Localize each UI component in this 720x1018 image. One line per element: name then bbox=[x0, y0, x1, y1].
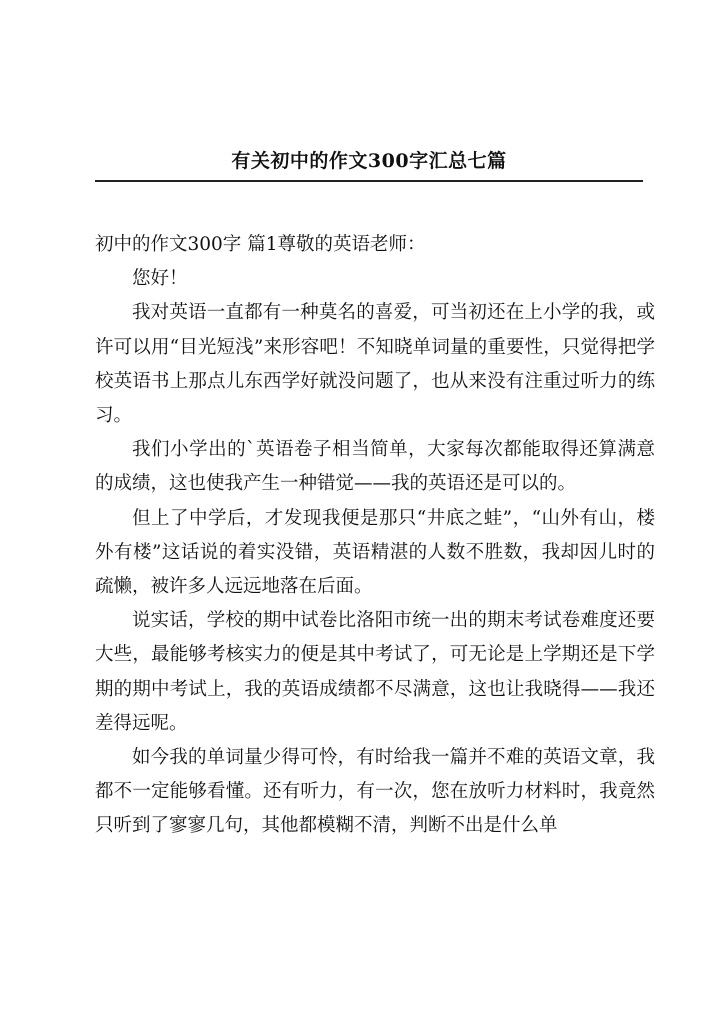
document-title: 有关初中的作文300字汇总七篇 bbox=[231, 150, 507, 172]
document-body bbox=[95, 228, 655, 844]
paragraph-greeting: 您好！ bbox=[132, 268, 188, 290]
paragraph-heading: 初中的作文300字 篇1尊敬的英语老师： bbox=[95, 234, 426, 255]
title-divider bbox=[95, 180, 643, 182]
paragraph: 但上了中学后，才发现我便是那只“井底之蛙”，“山外有山，楼外有楼”这话说的着实没错，英语精湛的人数不胜数，我却因儿时的疏懒，被许多人远远地落在后面。 bbox=[95, 507, 655, 598]
paragraph: 如今我的单词量少得可怜，有时给我一篇并不难的英语文章，我都不一定能够看懂。还有听力，有一次，您在放听力材料时，我竟然只听到了寥寥几句，其他都模糊不清，判断不出是什么单 bbox=[95, 747, 655, 837]
paragraph: 我对英语一直都有一种莫名的喜爱，可当初还在上小学的我，或许可以用“目光短浅”来形容吧！不知晓单词量的重要性，只觉得把学校英语书上那点儿东西学好就没问题了，也从来没有注重过听力的练习。 bbox=[95, 302, 655, 427]
paragraph: 我们小学出的`英语卷子相当简单，大家每次都能取得还算满意的成绩，这也使我产生一种错觉——我的英语还是可以的。 bbox=[95, 439, 655, 495]
paragraph: 说实话，学校的期中试卷比洛阳市统一出的期末考试卷难度还要大些，最能够考核实力的便是其中考试了，可无论是上学期还是下学期的期中考试上，我的英语成绩都不尽满意，这也让我晓得——我还差得远呢。 bbox=[95, 610, 655, 734]
